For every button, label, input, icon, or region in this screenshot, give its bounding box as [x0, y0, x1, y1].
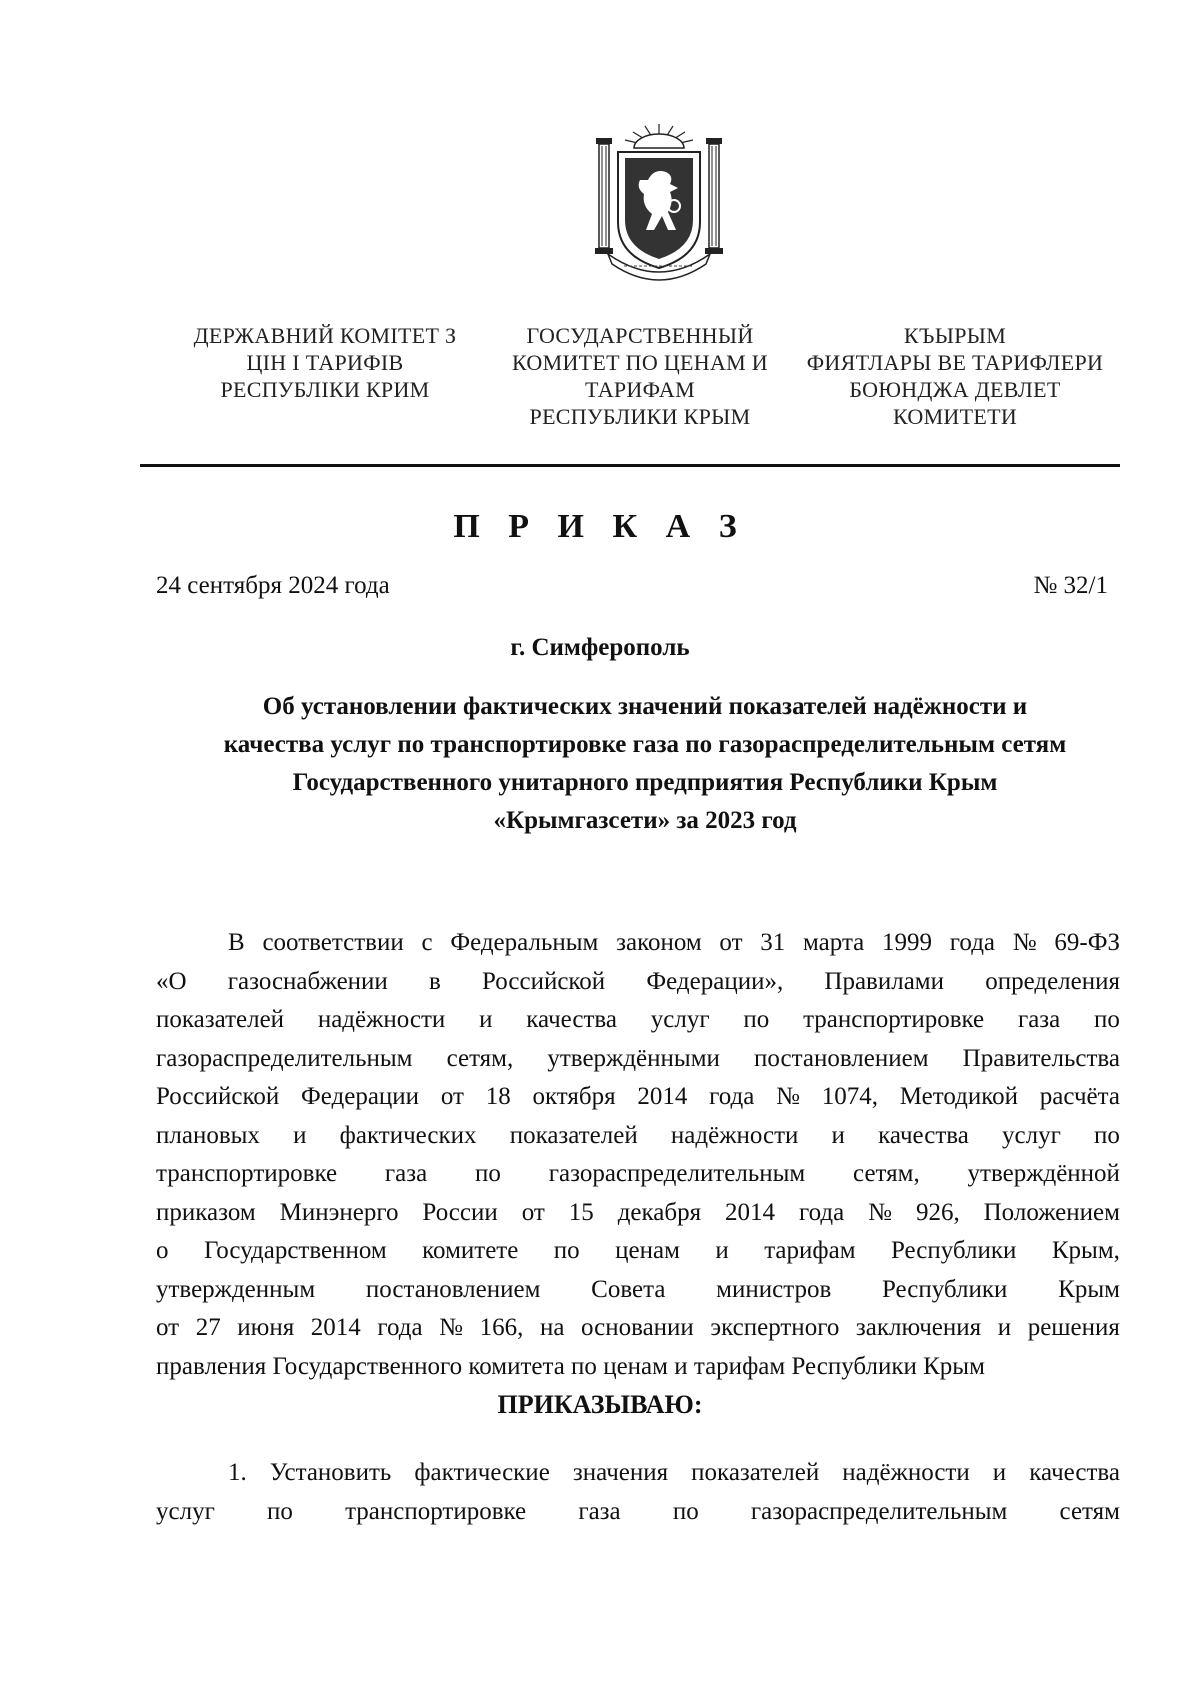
word: о [156, 1237, 169, 1264]
header-crimean-tatar-line: ФИЯТЛАРЫ ВЕ ТАРИФЛЕРИ [806, 350, 1104, 375]
header-divider [140, 464, 1120, 467]
word: тарифам [764, 1237, 856, 1264]
word: с [421, 929, 433, 956]
word: и [674, 1352, 694, 1380]
word: № [1012, 929, 1037, 956]
text-line [156, 1271, 1120, 1310]
header-ukrainian [170, 322, 480, 403]
word: постановлением [754, 1044, 929, 1072]
word: от [156, 1314, 180, 1341]
word: марта [803, 929, 865, 956]
text-line [156, 1454, 1120, 1493]
word: экспертного [710, 1314, 840, 1341]
word: ценам [603, 1352, 675, 1380]
word: 1074, [821, 1083, 879, 1110]
document-subject [150, 688, 1140, 840]
order-heading: ПРИКАЗЫВАЮ: [497, 1390, 703, 1419]
word: надёжности [670, 1121, 799, 1149]
word: № [776, 1083, 800, 1110]
document-date: 24 сентября 2024 года [156, 572, 390, 599]
word: России [422, 1198, 498, 1226]
word: соответствии [262, 929, 404, 956]
word: Правилами [824, 967, 945, 995]
word: от [440, 1083, 464, 1110]
word: утвержденным [156, 1275, 316, 1303]
word: по [553, 1237, 580, 1264]
word: транспортировке [345, 1497, 527, 1525]
order-item-1 [156, 1454, 1120, 1531]
header-crimean-tatar-line: КЪЫРЫМ [903, 323, 1007, 348]
word: услуг [156, 1497, 215, 1525]
word: 166, [479, 1314, 524, 1341]
word: по [475, 1160, 501, 1187]
word: и [992, 1459, 1007, 1486]
word: Российской [481, 967, 606, 995]
word: решения [1027, 1314, 1120, 1341]
word: Положением [983, 1198, 1120, 1226]
word: значения [572, 1459, 669, 1486]
word: Установить [269, 1459, 392, 1486]
word: показателей [509, 1121, 638, 1149]
word: определения [985, 967, 1120, 995]
word: Республики [791, 1352, 924, 1380]
word: заключения [855, 1314, 982, 1341]
word: основании [581, 1314, 694, 1341]
word: сетям, [446, 1044, 514, 1072]
header-russian-line: РЕСПУБЛИКИ КРЫМ [529, 404, 751, 429]
word: от [719, 929, 743, 956]
word: и [715, 1237, 729, 1264]
word: надёжности [842, 1459, 970, 1486]
word: транспортировке [156, 1160, 338, 1187]
word: 31 [760, 929, 786, 956]
word: приказом [156, 1198, 256, 1226]
word: Крым, [1051, 1237, 1120, 1264]
word: 27 [195, 1314, 221, 1341]
word: Республики [890, 1237, 1017, 1264]
word: по [672, 1497, 699, 1525]
word: правления [156, 1352, 273, 1380]
word: газоснабжении [227, 967, 388, 995]
header-crimean-tatar-line: КОМИТЕТИ [892, 404, 1018, 429]
word: министров [716, 1275, 832, 1303]
text-line [156, 1232, 1120, 1271]
word: года [709, 1083, 755, 1110]
text-line [156, 1040, 1120, 1079]
text-line [156, 1001, 1120, 1040]
word: по [267, 1497, 293, 1525]
word: № [439, 1314, 464, 1341]
word: 15 [568, 1198, 594, 1226]
word: газа [384, 1160, 428, 1187]
subject-line: Об установлении фактических значений показателей надёжности и [262, 693, 1028, 720]
word: декабря [617, 1198, 702, 1226]
word: по [571, 1352, 604, 1380]
text-line [156, 924, 1120, 963]
word: комитета [468, 1352, 572, 1380]
word: утверждёнными [547, 1044, 720, 1072]
crimea-coat-of-arms-icon [590, 118, 728, 286]
word: комитете [422, 1237, 519, 1264]
header-russian-line: ТАРИФАМ [585, 377, 695, 402]
subject-line: качества услуг по транспортировке газа по газораспределительным сетям [223, 731, 1067, 758]
word: 1999 [882, 929, 933, 956]
word: Государственном [203, 1237, 387, 1264]
word: Минэнерго [279, 1198, 399, 1226]
word: и [997, 1314, 1012, 1341]
word: газораспределительным [548, 1160, 806, 1187]
text-line [156, 1117, 1120, 1156]
word: ценам [615, 1237, 680, 1264]
header-crimean-tatar-line: БОЮНДЖА ДЕВЛЕТ [849, 377, 1061, 402]
subject-line: Государственного унитарного предприятия Республики Крым [292, 769, 998, 796]
word: показателей [156, 1006, 285, 1033]
word: и [479, 1006, 493, 1033]
word: Правительства [962, 1044, 1120, 1072]
word: услуг [650, 1006, 710, 1033]
word: постановлением [365, 1275, 541, 1303]
text-line [156, 1155, 1120, 1194]
text-line [156, 1078, 1120, 1117]
word: утверждённой [967, 1160, 1120, 1187]
header-crimean-tatar [800, 322, 1110, 430]
text-line [156, 1309, 1120, 1348]
word: надёжности [317, 1006, 446, 1033]
word: качества [878, 1121, 969, 1149]
word: и [293, 1121, 307, 1149]
word: в [428, 967, 441, 995]
word: Крым [923, 1352, 985, 1380]
header-russian [490, 322, 790, 430]
word: газа [578, 1497, 621, 1525]
word: Государственного [272, 1352, 469, 1380]
word: законом [616, 929, 702, 956]
word: Федерации», [646, 967, 784, 995]
word: Российской [156, 1083, 280, 1110]
text-line [156, 1493, 1120, 1532]
word: Федеральным [450, 929, 599, 956]
word: 2014 [310, 1314, 361, 1341]
word: года [798, 1198, 845, 1226]
word: № [868, 1198, 892, 1226]
word: качества [1029, 1459, 1120, 1486]
subject-line: «Крымгазсети» за 2023 год [493, 807, 797, 834]
word: Методикой [899, 1083, 1019, 1110]
word: по [1094, 1006, 1120, 1033]
header-ukrainian-line: ЦІН І ТАРИФІВ [246, 350, 404, 375]
header-russian-line: ГОСУДАРСТВЕННЫЙ [526, 323, 754, 348]
word: года [949, 929, 996, 956]
text-line [156, 963, 1120, 1002]
word: Республики [881, 1275, 1008, 1303]
document-number: № 32/1 [1033, 572, 1108, 599]
word: газораспределительным [750, 1497, 1008, 1525]
preamble-paragraph [156, 924, 1120, 1386]
word: «О [156, 967, 187, 995]
header-ukrainian-line: РЕСПУБЛІКИ КРИМ [220, 377, 430, 402]
word: тарифам [693, 1352, 792, 1380]
word: от [521, 1198, 545, 1226]
word: 1. [228, 1459, 247, 1486]
word: по [1094, 1121, 1120, 1149]
text-line [156, 1348, 1120, 1387]
word: 926, [915, 1198, 960, 1226]
header-russian-line: КОМИТЕТ ПО ЦЕНАМ И [511, 350, 768, 375]
word: 18 [485, 1083, 511, 1110]
word: и [831, 1121, 845, 1149]
word: качества [526, 1006, 617, 1033]
word: В [228, 929, 245, 956]
document-city: г. Симферополь [510, 634, 690, 661]
word: Совета [591, 1275, 666, 1303]
text-line [156, 1194, 1120, 1233]
word: показателей [691, 1459, 820, 1486]
word: газораспределительным [156, 1044, 413, 1072]
word: газа [1017, 1006, 1061, 1033]
word: 2014 [725, 1198, 776, 1226]
header-ukrainian-line: ДЕРЖАВНИЙ КОМІТЕТ З [193, 323, 457, 348]
word: Крым [1058, 1275, 1120, 1303]
word: 2014 [637, 1083, 688, 1110]
word: плановых [156, 1121, 260, 1149]
word: октября [532, 1083, 616, 1110]
document-title: П Р И К А З [453, 508, 747, 545]
word: года [377, 1314, 423, 1341]
word: сетям [1059, 1497, 1120, 1525]
word: Федерации [300, 1083, 420, 1110]
word: расчёта [1039, 1083, 1120, 1110]
word: фактических [339, 1121, 477, 1149]
word: фактические [414, 1459, 550, 1486]
word: транспортировке [803, 1006, 985, 1033]
word: услуг [1002, 1121, 1061, 1149]
word: по [743, 1006, 770, 1033]
word: 69-ФЗ [1054, 929, 1120, 956]
word: на [539, 1314, 565, 1341]
word: июня [237, 1314, 295, 1341]
word: сетям, [853, 1160, 920, 1187]
